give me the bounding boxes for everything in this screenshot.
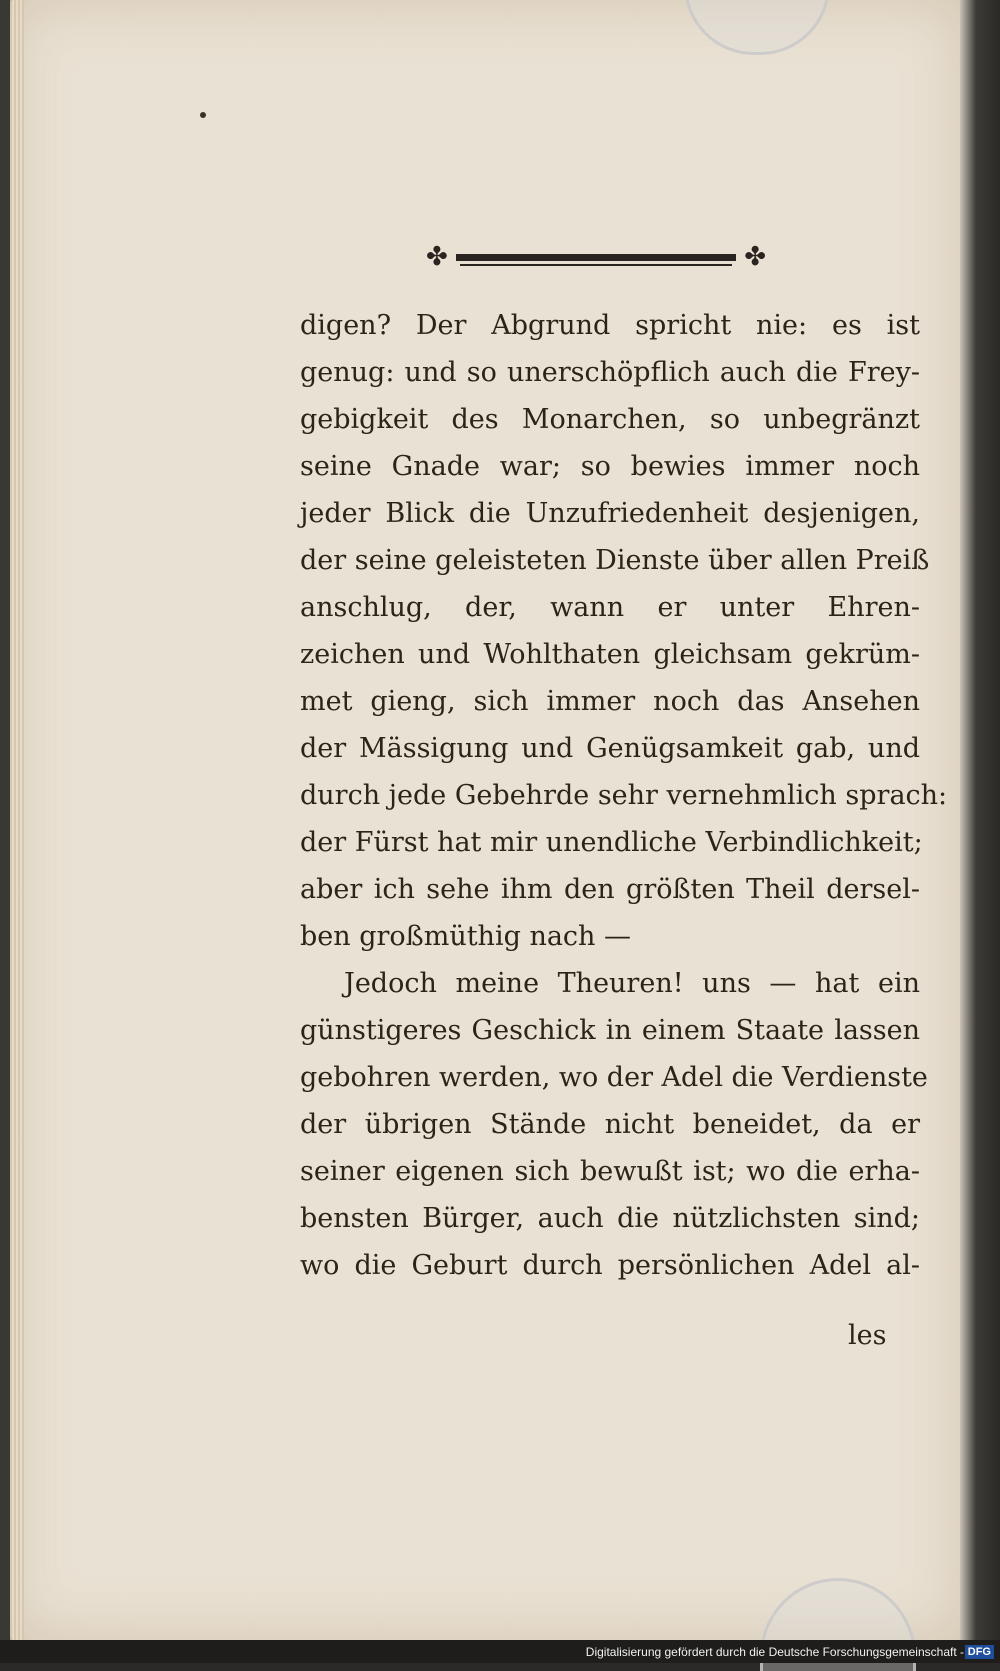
text-line: der seine geleisteten Dienste über allen Preiß bbox=[300, 545, 930, 576]
text-line: met gieng, sich immer noch das Ansehen bbox=[300, 686, 920, 717]
headpiece-ornament bbox=[426, 242, 766, 272]
text-line: durch jede Gebehrde sehr vernehmlich sprach: bbox=[300, 780, 948, 811]
ornament-left-icon: ✤ bbox=[426, 242, 448, 272]
ornament-rule bbox=[456, 254, 736, 261]
ink-speck bbox=[200, 112, 206, 118]
page-edge bbox=[10, 0, 24, 1640]
ornament-right-icon: ✤ bbox=[744, 242, 766, 272]
text-line: jeder Blick die Unzufriedenheit desjenigen, bbox=[300, 498, 920, 529]
text-line: günstigeres Geschick in einem Staate lassen bbox=[300, 1015, 920, 1046]
text-line: genug: und so unerschöpflich auch die Frey- bbox=[300, 357, 920, 388]
text-line: gebigkeit des Monarchen, so unbegränzt bbox=[300, 404, 920, 435]
text-line: wo die Geburt durch persönlichen Adel al- bbox=[300, 1250, 920, 1281]
text-line: Jedoch meine Theuren! uns — hat ein bbox=[344, 968, 920, 999]
text-line: der Fürst hat mir unendliche Verbindlichkeit; bbox=[300, 827, 923, 858]
funding-credit: Digitalisierung gefördert durch die Deutsche Forschungsgemeinschaft - bbox=[585, 1645, 964, 1659]
ornament-rule-thin bbox=[460, 264, 732, 266]
text-line: seiner eigenen sich bewußt ist; wo die erha- bbox=[300, 1156, 920, 1187]
book-spine bbox=[960, 0, 1000, 1640]
footer-bar bbox=[0, 1640, 1000, 1663]
text-line: ben großmüthig nach — bbox=[300, 921, 632, 952]
body-text bbox=[300, 302, 948, 1289]
text-line: der übrigen Stände nicht beneidet, da er bbox=[300, 1109, 920, 1140]
text-line: zeichen und Wohlthaten gleichsam gekrüm- bbox=[300, 639, 920, 670]
text-line: der Mässigung und Genügsamkeit gab, und bbox=[300, 733, 920, 764]
text-line: bensten Bürger, auch die nützlichsten sind; bbox=[300, 1203, 920, 1234]
text-line: seine Gnade war; so bewies immer noch bbox=[300, 451, 920, 482]
text-line: digen? Der Abgrund spricht nie: es ist bbox=[300, 310, 920, 341]
text-line: gebohren werden, wo der Adel die Verdienste bbox=[300, 1062, 928, 1093]
dfg-logo: DFG bbox=[965, 1645, 994, 1659]
text-line: anschlug, der, wann er unter Ehren- bbox=[300, 592, 920, 623]
catchword: les bbox=[848, 1320, 887, 1351]
text-line: aber ich sehe ihm den größten Theil dersel- bbox=[300, 874, 920, 905]
